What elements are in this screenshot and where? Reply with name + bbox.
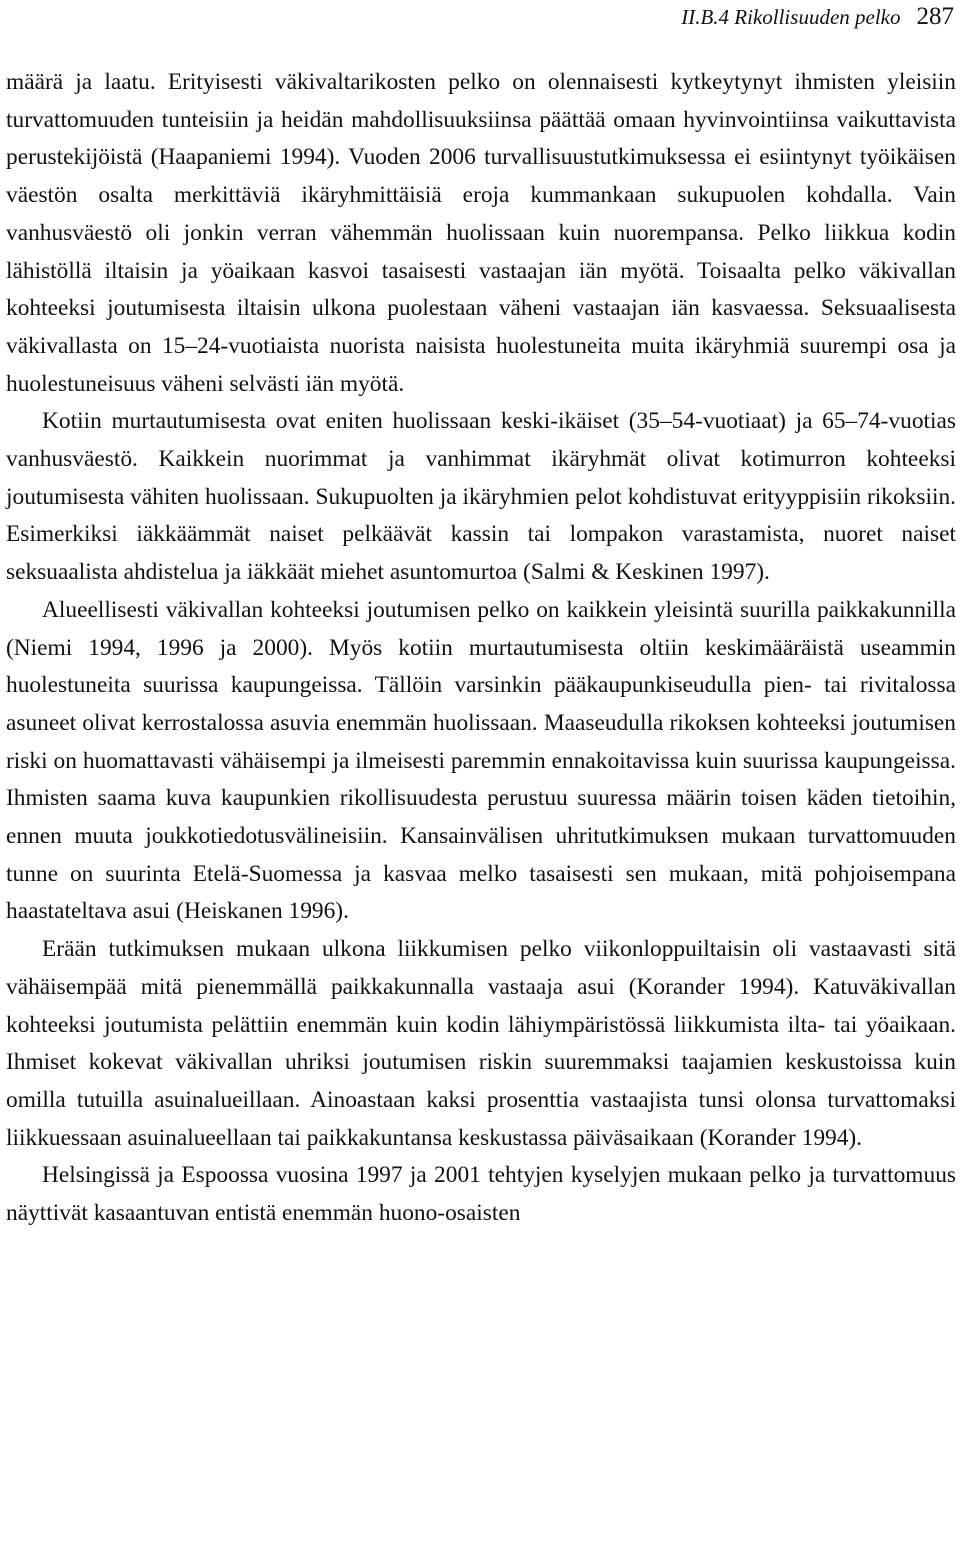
paragraph-1: määrä ja laatu. Erityisesti väkivaltarikosten pelko on olennaisesti kytkeytynyt ihmisten yleisiin turvattomuuden tunteisiin ja heidän mahdollisuuksiinsa päättää omaan hyvinvointiinsa vaikuttavista perustekijöistä (Haapaniemi 1994). Vuoden 2006 turvallisuustutkimuksessa ei esiintynyt työikäisen väestön osalta merkittäviä ikäryhmittäisiä eroja kummankaan sukupuolen kohdalla. Vain vanhusväestö oli jonkin verran vähemmän huolissaan kuin nuorempansa. Pelko liikkua kodin lähistöllä iltaisin ja yöaikaan kasvoi tasaisesti vastaajan iän myötä. Toisaalta pelko väkivallan kohteeksi joutumisesta iltaisin ulkona puolestaan väheni vastaajan iän kasvaessa. Seksuaalisesta väkivallasta on 15–24-vuotiaista nuorista naisista huolestuneita muita ikäryhmiä suurempi osa ja huolestuneisuus väheni selvästi iän myötä. — [6, 69, 956, 397]
body-text — [6, 64, 956, 1233]
paragraph-5: Helsingissä ja Espoossa vuosina 1997 ja 2001 tehtyjen kyselyjen mukaan pelko ja turvattomuus näyttivät kasaantuvan entistä enemmän huono-osaisten — [6, 1162, 956, 1227]
running-header — [681, 2, 954, 32]
paragraph-3: Alueellisesti väkivallan kohteeksi joutumisen pelko on kaikkein yleisintä suurilla paikkakunnilla (Niemi 1994, 1996 ja 2000). Myös kotiin murtautumisesta oltiin keskimääräistä useammin huolestuneita suurissa kaupungeissa. Tällöin varsinkin pääkaupunkiseudulla pien- tai rivitalossa asuneet olivat kerrostalossa asuvia enemmän huolissaan. Maaseudulla rikoksen kohteeksi joutumisen riski on huomattavasti vähäisempi ja ilmeisesti paremmin ennakoitavissa kuin suurissa kaupungeissa. Ihmisten saama kuva kaupunkien rikollisuudesta perustuu suuressa määrin toisen käden tietoihin, ennen muuta joukkotiedotusvälineisiin. Kansainvälisen uhritutkimuksen mukaan turvattomuuden tunne on suurinta Etelä-Suomessa ja kasvaa melko tasaisesti sen mukaan, mitä pohjoisempana haastateltava asui (Heiskanen 1996). — [6, 596, 956, 925]
paragraph-2: Kotiin murtautumisesta ovat eniten huolissaan keski-ikäiset (35–54-vuotiaat) ja 65–74-vuotias vanhusväestö. Kaikkein nuorimmat ja vanhimmat ikäryhmät olivat kotimurron kohteeksi joutumisesta vähiten huolissaan. Sukupuolten ja ikäryhmien pelot kohdistuvat erityyppisiin rikoksiin. Esimerkiksi iäkkäämmät naiset pelkäävät kassin tai lompakon varastamista, nuoret naiset seksuaalista ahdistelua ja iäkkäät miehet asuntomurtoa (Salmi & Keskinen 1997). — [6, 408, 956, 586]
paragraph-4: Erään tutkimuksen mukaan ulkona liikkumisen pelko viikonloppuiltaisin oli vastaavasti sitä vähäisempää mitä pienemmällä paikkakunnalla vastaaja asui (Korander 1994). Katuväkivallan kohteeksi joutumista pelättiin enemmän kuin kodin lähiympäristössä liikkumista ilta- tai yöaikaan. Ihmiset kokevat väkivallan uhriksi joutumisen riskin suuremmaksi taajamien keskustoissa kuin omilla tutuilla asuinalueillaan. Ainoastaan kaksi prosenttia vastaajista tunsi olonsa turvattomaksi liikkuessaan asuinalueellaan tai paikkakuntansa keskustassa päiväsaikaan (Korander 1994). — [6, 936, 956, 1151]
section-title: II.B.4 Rikollisuuden pelko — [681, 5, 901, 29]
page-number: 287 — [916, 3, 954, 30]
